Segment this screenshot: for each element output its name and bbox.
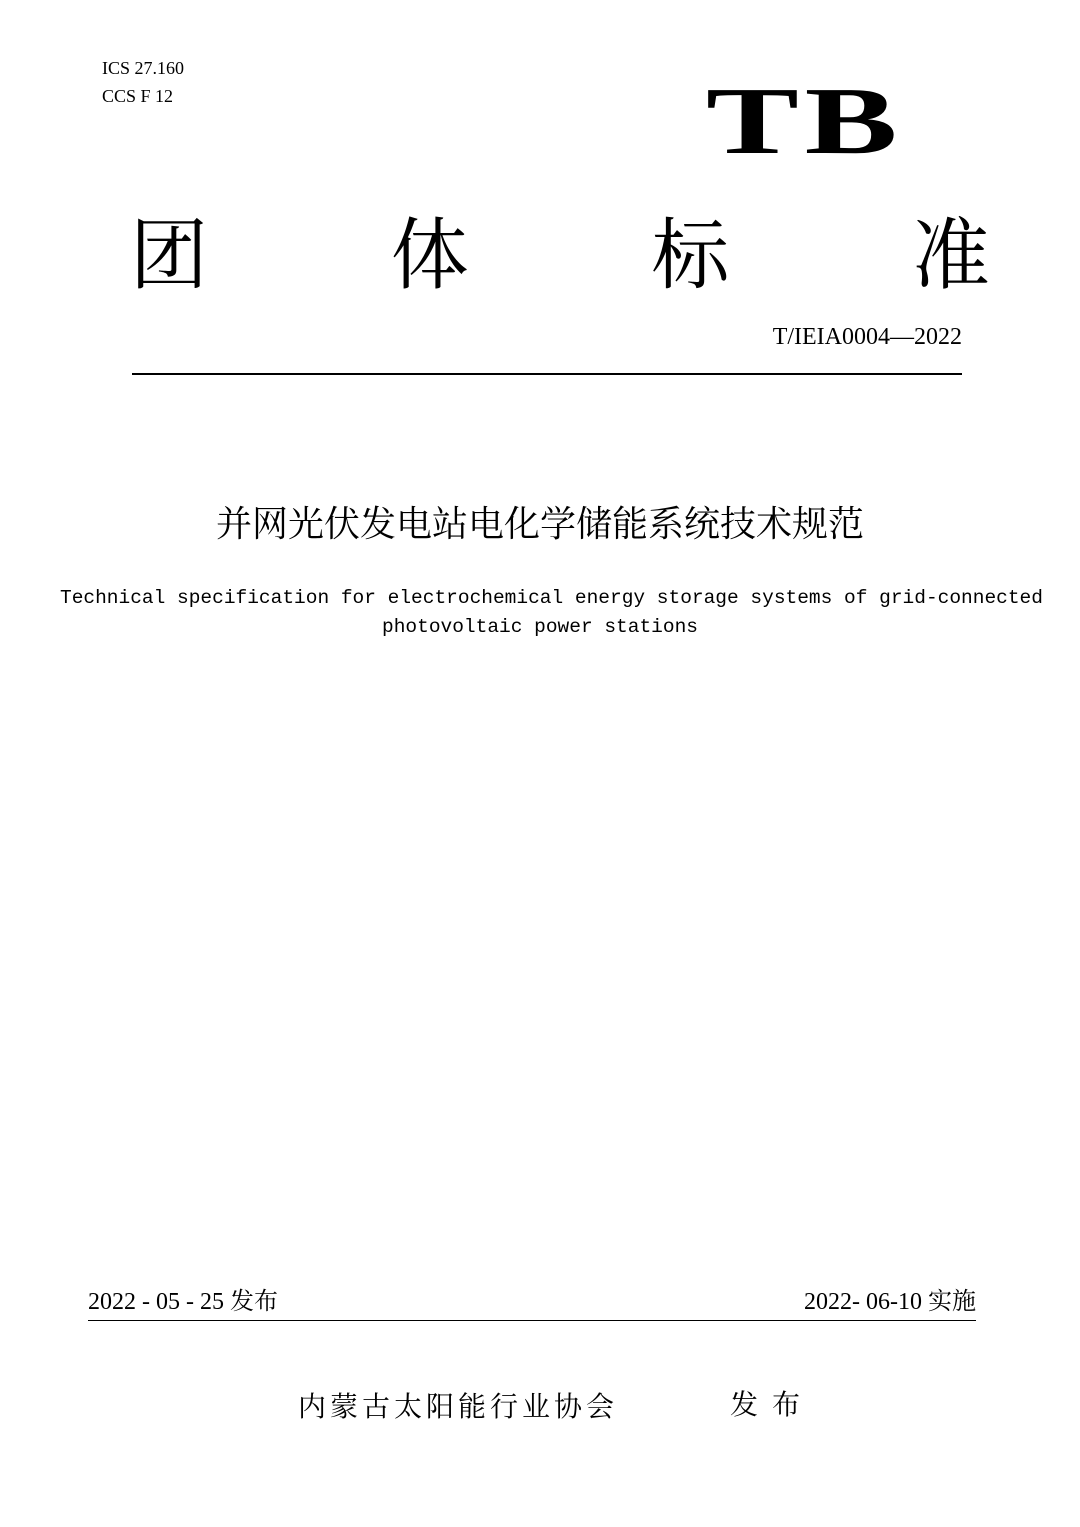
english-title bbox=[60, 584, 1043, 642]
standard-type-char: 团 bbox=[130, 211, 209, 301]
standard-type-char: 标 bbox=[651, 211, 730, 301]
publish-label: 发布 bbox=[730, 1388, 815, 1421]
chinese-title: 并网光伏发电站电化学储能系统技术规范 bbox=[215, 504, 864, 545]
standard-type-char: 体 bbox=[390, 211, 469, 301]
tb-logo: TB bbox=[706, 67, 904, 174]
standard-number: T/IEIA0004—2022 bbox=[772, 324, 962, 350]
bottom-divider bbox=[88, 1320, 976, 1321]
ics-code: ICS 27.160 bbox=[102, 58, 185, 78]
implementation-date: 2022- 06-10 实施 bbox=[804, 1289, 976, 1315]
top-divider bbox=[132, 373, 962, 375]
publisher-name: 内蒙古太阳能行业协会 bbox=[298, 1390, 619, 1423]
ccs-code: CCS F 12 bbox=[102, 86, 174, 106]
issue-date: 2022 - 05 - 25 发布 bbox=[88, 1289, 278, 1315]
english-title-line: photovoltaic power stations bbox=[382, 616, 698, 638]
standard-type-char: 准 bbox=[911, 211, 990, 301]
standard-type-heading bbox=[130, 208, 990, 304]
classification-codes bbox=[102, 54, 184, 110]
english-title-line: Technical specification for electrochemical energy storage systems of grid-connected bbox=[60, 587, 1043, 609]
